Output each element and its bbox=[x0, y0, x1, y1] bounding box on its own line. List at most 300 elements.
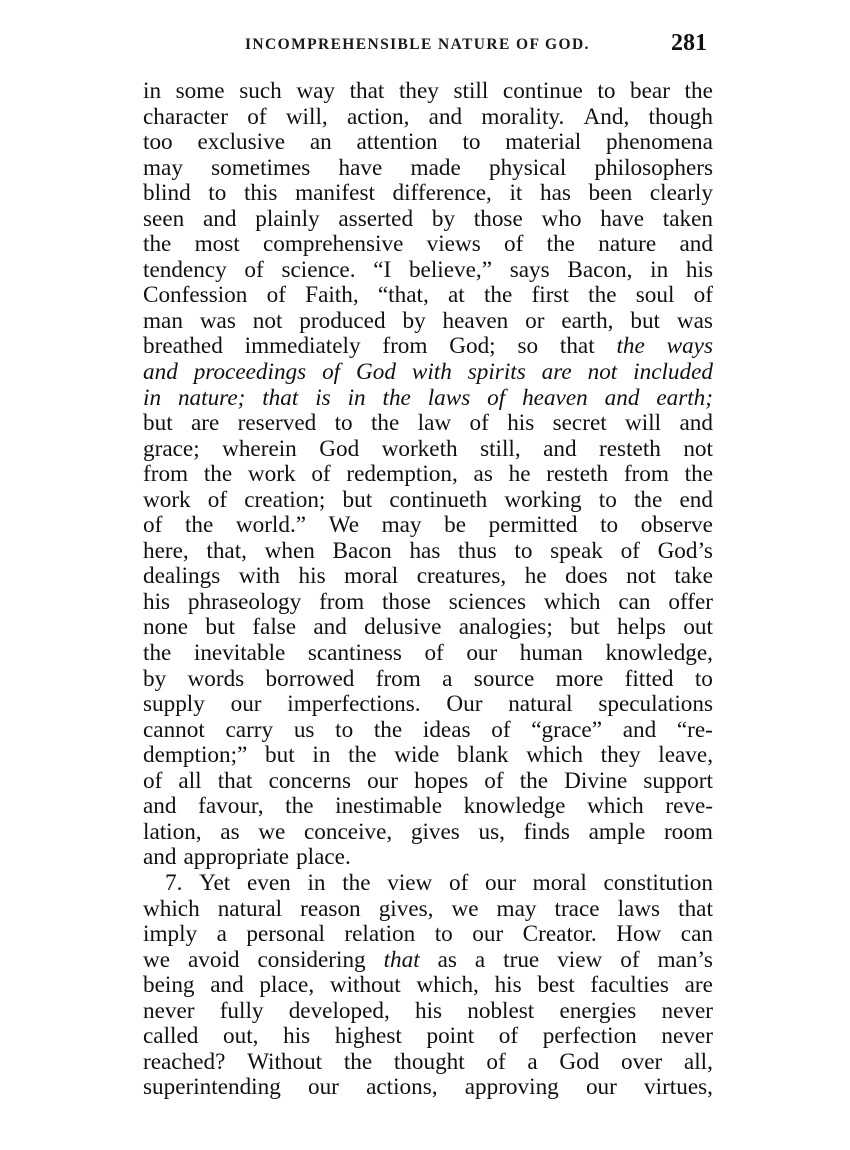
word: false bbox=[252, 614, 297, 641]
word: to bbox=[335, 716, 354, 743]
word: continueth bbox=[389, 486, 488, 513]
word: Confession bbox=[143, 282, 248, 309]
word: that bbox=[678, 895, 713, 922]
word: and bbox=[143, 359, 178, 386]
word: immediately bbox=[244, 333, 361, 360]
word: our bbox=[367, 767, 398, 794]
word: dealings bbox=[143, 563, 221, 590]
word: finds bbox=[523, 818, 570, 845]
word: a bbox=[216, 921, 227, 948]
word: taken bbox=[662, 205, 713, 232]
word: resteth bbox=[599, 435, 661, 462]
word: room bbox=[663, 818, 713, 845]
word: still, bbox=[480, 435, 521, 462]
word: with bbox=[411, 359, 452, 386]
word: has bbox=[409, 537, 441, 564]
word: this bbox=[243, 180, 278, 207]
word: spirits bbox=[467, 359, 526, 386]
text-line bbox=[143, 386, 713, 412]
text-line bbox=[143, 922, 713, 948]
word: earth, bbox=[561, 307, 614, 334]
text-line bbox=[143, 181, 713, 207]
word: reason bbox=[300, 895, 361, 922]
word: perfection bbox=[542, 1023, 637, 1050]
word: plainly bbox=[255, 205, 320, 232]
word: view bbox=[557, 946, 603, 973]
word: noblest bbox=[467, 997, 535, 1024]
word: we bbox=[258, 818, 286, 845]
word: the bbox=[546, 231, 575, 258]
word: but bbox=[342, 486, 373, 513]
word: secret bbox=[552, 410, 607, 437]
word: our bbox=[466, 640, 498, 667]
word: and bbox=[679, 231, 713, 258]
page-number: 281 bbox=[671, 30, 707, 56]
word: of bbox=[486, 1048, 506, 1075]
word: comprehensive bbox=[263, 231, 404, 258]
word: heaven bbox=[522, 384, 588, 411]
word: of bbox=[424, 640, 444, 667]
word: in bbox=[347, 384, 366, 411]
word: manifest bbox=[295, 180, 375, 207]
word: conceive, bbox=[304, 818, 393, 845]
word: morality. bbox=[481, 103, 565, 130]
word: blank bbox=[457, 742, 509, 769]
word: our bbox=[485, 869, 516, 896]
word: Bacon bbox=[332, 537, 392, 564]
word: called bbox=[143, 1023, 199, 1050]
text-line bbox=[143, 283, 713, 309]
word: difference, bbox=[392, 180, 492, 207]
word: fully bbox=[219, 997, 264, 1024]
word: resteth bbox=[546, 461, 609, 488]
word: true bbox=[503, 946, 540, 973]
word: all, bbox=[683, 1048, 713, 1075]
word: fitted bbox=[624, 665, 674, 692]
word: delusive bbox=[364, 614, 442, 641]
word: man bbox=[143, 307, 183, 334]
word: us bbox=[293, 716, 315, 743]
word: We bbox=[328, 512, 359, 539]
word: being bbox=[143, 972, 195, 999]
word: the bbox=[285, 793, 314, 820]
word: God; bbox=[449, 333, 496, 360]
word: observe bbox=[640, 512, 713, 539]
word: of bbox=[693, 282, 713, 309]
word: Bacon, bbox=[567, 256, 633, 283]
word: point bbox=[426, 1023, 475, 1050]
word: avoid bbox=[188, 946, 240, 973]
word: How bbox=[616, 921, 662, 948]
word: proceedings bbox=[193, 359, 307, 386]
word: ways bbox=[666, 333, 713, 360]
word: here, bbox=[143, 537, 189, 564]
word: a bbox=[527, 1048, 538, 1075]
word: that bbox=[349, 78, 385, 104]
word: end bbox=[679, 486, 713, 513]
word: ample bbox=[588, 818, 646, 845]
word: of bbox=[311, 461, 331, 488]
word: thought bbox=[393, 1048, 465, 1075]
word: to bbox=[598, 486, 617, 513]
word: working bbox=[504, 486, 582, 513]
word: but bbox=[265, 742, 295, 769]
word: wherein bbox=[222, 435, 297, 462]
word: speak bbox=[550, 537, 603, 564]
word: human bbox=[519, 640, 583, 667]
word: which bbox=[526, 742, 583, 769]
word: breathed bbox=[143, 333, 223, 360]
word: been bbox=[588, 180, 633, 207]
text-line bbox=[143, 105, 713, 131]
word: wide bbox=[394, 742, 440, 769]
word: but bbox=[143, 410, 173, 437]
word: when bbox=[264, 537, 315, 564]
word: phraseology bbox=[187, 588, 302, 615]
text-line bbox=[143, 411, 713, 437]
text-line bbox=[143, 820, 713, 846]
word: even bbox=[246, 869, 291, 896]
word: leave, bbox=[658, 742, 713, 769]
word: God bbox=[319, 435, 360, 462]
word: borrowed bbox=[265, 665, 355, 692]
word: and bbox=[622, 716, 657, 743]
word: physical bbox=[488, 154, 567, 181]
text-line bbox=[143, 130, 713, 156]
word: trace bbox=[554, 895, 600, 922]
word: his bbox=[685, 256, 713, 283]
word: nature; bbox=[177, 384, 246, 411]
word: from bbox=[382, 333, 428, 360]
text-line bbox=[143, 948, 713, 974]
text-line bbox=[143, 334, 713, 360]
word: of bbox=[498, 1023, 519, 1050]
text-line bbox=[143, 845, 713, 871]
word: grace; bbox=[143, 435, 200, 462]
word: sciences bbox=[448, 588, 527, 615]
word: is bbox=[315, 384, 331, 411]
word: to bbox=[208, 180, 227, 207]
word: bear bbox=[630, 78, 670, 104]
word: of bbox=[207, 486, 228, 513]
word: “I bbox=[373, 256, 392, 283]
word: 7. bbox=[165, 869, 183, 896]
word: of bbox=[620, 537, 640, 564]
word: the bbox=[342, 869, 371, 896]
word: of bbox=[491, 716, 511, 743]
word: heaven bbox=[442, 307, 509, 334]
word: was bbox=[199, 307, 236, 334]
word: view bbox=[387, 869, 433, 896]
word: laws bbox=[427, 384, 471, 411]
word: not bbox=[683, 435, 713, 462]
word: more bbox=[555, 665, 604, 692]
word: and bbox=[313, 614, 347, 641]
word: to bbox=[600, 512, 619, 539]
word: may bbox=[143, 154, 183, 181]
word: the bbox=[348, 742, 377, 769]
text-line bbox=[143, 615, 713, 641]
running-title: INCOMPREHENSIBLE NATURE OF GOD. bbox=[245, 36, 590, 53]
word: not bbox=[587, 359, 618, 386]
word: we bbox=[143, 946, 171, 973]
word: a bbox=[442, 665, 453, 692]
word: Creator. bbox=[522, 921, 597, 948]
word: are bbox=[541, 359, 572, 386]
word: says bbox=[509, 256, 550, 283]
word: of bbox=[504, 231, 524, 258]
word: work bbox=[247, 461, 296, 488]
word: of bbox=[449, 869, 469, 896]
word: Without bbox=[247, 1048, 323, 1075]
word: the bbox=[370, 410, 400, 437]
text-line bbox=[143, 207, 713, 233]
word: of bbox=[487, 384, 506, 411]
word: imperfections. bbox=[287, 691, 421, 718]
word: but bbox=[570, 614, 600, 641]
word: the bbox=[143, 640, 172, 667]
word: way bbox=[296, 78, 335, 104]
word: “re- bbox=[676, 716, 713, 743]
word: he bbox=[508, 461, 531, 488]
word: his bbox=[283, 1023, 311, 1050]
word: earth; bbox=[656, 384, 713, 411]
text-line bbox=[143, 437, 713, 463]
word: natural bbox=[508, 691, 573, 718]
word: believe,” bbox=[408, 256, 492, 283]
word: or bbox=[525, 307, 545, 334]
word: the bbox=[588, 282, 617, 309]
word: approving bbox=[464, 1074, 559, 1101]
word: never bbox=[661, 1023, 713, 1050]
text-line bbox=[143, 1024, 713, 1050]
word: can bbox=[680, 921, 713, 948]
word: character bbox=[143, 103, 228, 130]
word: permitted bbox=[488, 512, 578, 539]
word: God bbox=[559, 1048, 600, 1075]
word: by bbox=[143, 665, 167, 692]
word: inestimable bbox=[335, 793, 443, 820]
word: knowledge, bbox=[605, 640, 713, 667]
word: highest bbox=[334, 1023, 402, 1050]
word: which bbox=[587, 793, 644, 820]
word: exclusive bbox=[197, 129, 286, 156]
word: that bbox=[559, 333, 595, 360]
word: that bbox=[217, 767, 253, 794]
body-text bbox=[143, 79, 713, 1101]
word: material bbox=[505, 129, 582, 156]
text-line bbox=[143, 360, 713, 386]
word: supply bbox=[143, 691, 205, 718]
word: the bbox=[684, 461, 713, 488]
word: in bbox=[650, 256, 669, 283]
word: that, bbox=[206, 537, 247, 564]
word: in bbox=[143, 384, 162, 411]
word: our bbox=[585, 1074, 617, 1101]
word: the bbox=[519, 767, 549, 794]
word: which, bbox=[416, 972, 479, 999]
text-line bbox=[143, 1075, 713, 1101]
word: it bbox=[509, 180, 523, 207]
word: concerns bbox=[268, 767, 351, 794]
word: with bbox=[238, 563, 281, 590]
word: by bbox=[431, 205, 456, 232]
word: speculations bbox=[598, 691, 713, 718]
word: the bbox=[184, 512, 214, 539]
word: man’s bbox=[657, 946, 713, 973]
word: they bbox=[398, 78, 439, 104]
word: those bbox=[381, 588, 431, 615]
word: of bbox=[143, 767, 163, 794]
word: his bbox=[507, 410, 535, 437]
word: our bbox=[472, 921, 504, 948]
word: us, bbox=[478, 818, 505, 845]
word: so bbox=[517, 333, 539, 360]
word: “that, bbox=[377, 282, 429, 309]
word: relation bbox=[344, 921, 416, 948]
word: views bbox=[426, 231, 481, 258]
word: an bbox=[309, 129, 332, 156]
word: of bbox=[247, 103, 267, 130]
text-line bbox=[143, 462, 713, 488]
word: action, bbox=[346, 103, 410, 130]
text-line bbox=[143, 564, 713, 590]
word: carry bbox=[225, 716, 274, 743]
word: of bbox=[322, 359, 341, 386]
text-line bbox=[143, 156, 713, 182]
word: Yet bbox=[199, 869, 231, 896]
text-line bbox=[143, 667, 713, 693]
word: attention bbox=[356, 129, 438, 156]
word: cannot bbox=[143, 716, 205, 743]
word: creatures, bbox=[416, 563, 507, 590]
word: of bbox=[244, 256, 264, 283]
word: we bbox=[451, 895, 479, 922]
word: made bbox=[410, 154, 461, 181]
word: which bbox=[143, 895, 200, 922]
word: continue bbox=[502, 78, 583, 104]
word: of bbox=[143, 512, 163, 539]
word: creation; bbox=[244, 486, 326, 513]
word: never bbox=[661, 997, 713, 1024]
text-line bbox=[143, 973, 713, 999]
word: God’s bbox=[657, 537, 713, 564]
word: scantiness bbox=[307, 640, 402, 667]
word: still bbox=[453, 78, 489, 104]
word: clearly bbox=[649, 180, 713, 207]
word: the bbox=[373, 716, 403, 743]
word: and bbox=[428, 103, 463, 130]
word: tendency bbox=[143, 256, 227, 283]
word: “grace” bbox=[531, 716, 603, 743]
word: nature bbox=[598, 231, 657, 258]
word: seen bbox=[143, 205, 185, 232]
word: of bbox=[266, 282, 286, 309]
word: philosophers bbox=[594, 154, 713, 181]
text-line bbox=[143, 258, 713, 284]
word: reserved bbox=[237, 410, 317, 437]
word: Our bbox=[446, 691, 483, 718]
word: reached? bbox=[143, 1048, 226, 1075]
word: a bbox=[474, 946, 486, 973]
word: offer bbox=[668, 588, 713, 615]
word: and bbox=[210, 972, 244, 999]
word: his bbox=[298, 563, 326, 590]
word: all bbox=[178, 767, 202, 794]
word: moral bbox=[344, 563, 399, 590]
word: some bbox=[175, 78, 225, 104]
word: take bbox=[674, 563, 713, 590]
word: considering bbox=[257, 946, 366, 973]
word: best bbox=[537, 972, 575, 999]
word: none bbox=[143, 614, 189, 641]
text-line bbox=[143, 309, 713, 335]
text-line bbox=[143, 79, 713, 105]
word: to bbox=[434, 921, 453, 948]
word: over bbox=[621, 1048, 663, 1075]
word: worketh bbox=[381, 435, 458, 462]
word: reve- bbox=[665, 793, 713, 820]
word: world.” bbox=[235, 512, 307, 539]
word: and bbox=[143, 793, 177, 820]
word: source bbox=[473, 665, 535, 692]
word: Divine bbox=[564, 767, 628, 794]
text-line bbox=[143, 1050, 713, 1076]
word: not bbox=[252, 307, 283, 334]
word: that bbox=[262, 384, 299, 411]
word: our bbox=[307, 1074, 339, 1101]
word: are bbox=[684, 972, 713, 999]
word: of bbox=[620, 946, 640, 973]
word: not bbox=[626, 563, 656, 590]
word: have bbox=[600, 205, 644, 232]
word: has bbox=[539, 180, 571, 207]
word: to bbox=[334, 410, 353, 437]
text-line bbox=[143, 871, 713, 897]
word: can bbox=[618, 588, 651, 615]
word: laws bbox=[617, 895, 661, 922]
word: his bbox=[415, 997, 443, 1024]
word: as bbox=[437, 946, 457, 973]
word: in bbox=[143, 78, 162, 104]
word: the bbox=[616, 333, 645, 360]
text-line bbox=[143, 641, 713, 667]
word: analogies; bbox=[458, 614, 553, 641]
word: hopes bbox=[414, 767, 469, 794]
word: words bbox=[187, 665, 245, 692]
word: was bbox=[676, 307, 713, 334]
word: by bbox=[402, 307, 426, 334]
word: to bbox=[514, 537, 533, 564]
word: to bbox=[694, 665, 713, 692]
word: knowledge bbox=[463, 793, 566, 820]
word: from bbox=[319, 588, 365, 615]
word: support bbox=[643, 767, 713, 794]
word: sometimes bbox=[211, 154, 311, 181]
word: constitution bbox=[603, 869, 713, 896]
word: faculties bbox=[590, 972, 669, 999]
word: out, bbox=[223, 1023, 259, 1050]
word: and bbox=[604, 384, 640, 411]
text-line bbox=[143, 539, 713, 565]
word: energies bbox=[559, 997, 637, 1024]
word: gives bbox=[410, 818, 460, 845]
word: personal bbox=[246, 921, 325, 948]
text-line bbox=[143, 692, 713, 718]
text-line bbox=[143, 897, 713, 923]
word: who bbox=[541, 205, 582, 232]
word: out bbox=[683, 614, 713, 641]
